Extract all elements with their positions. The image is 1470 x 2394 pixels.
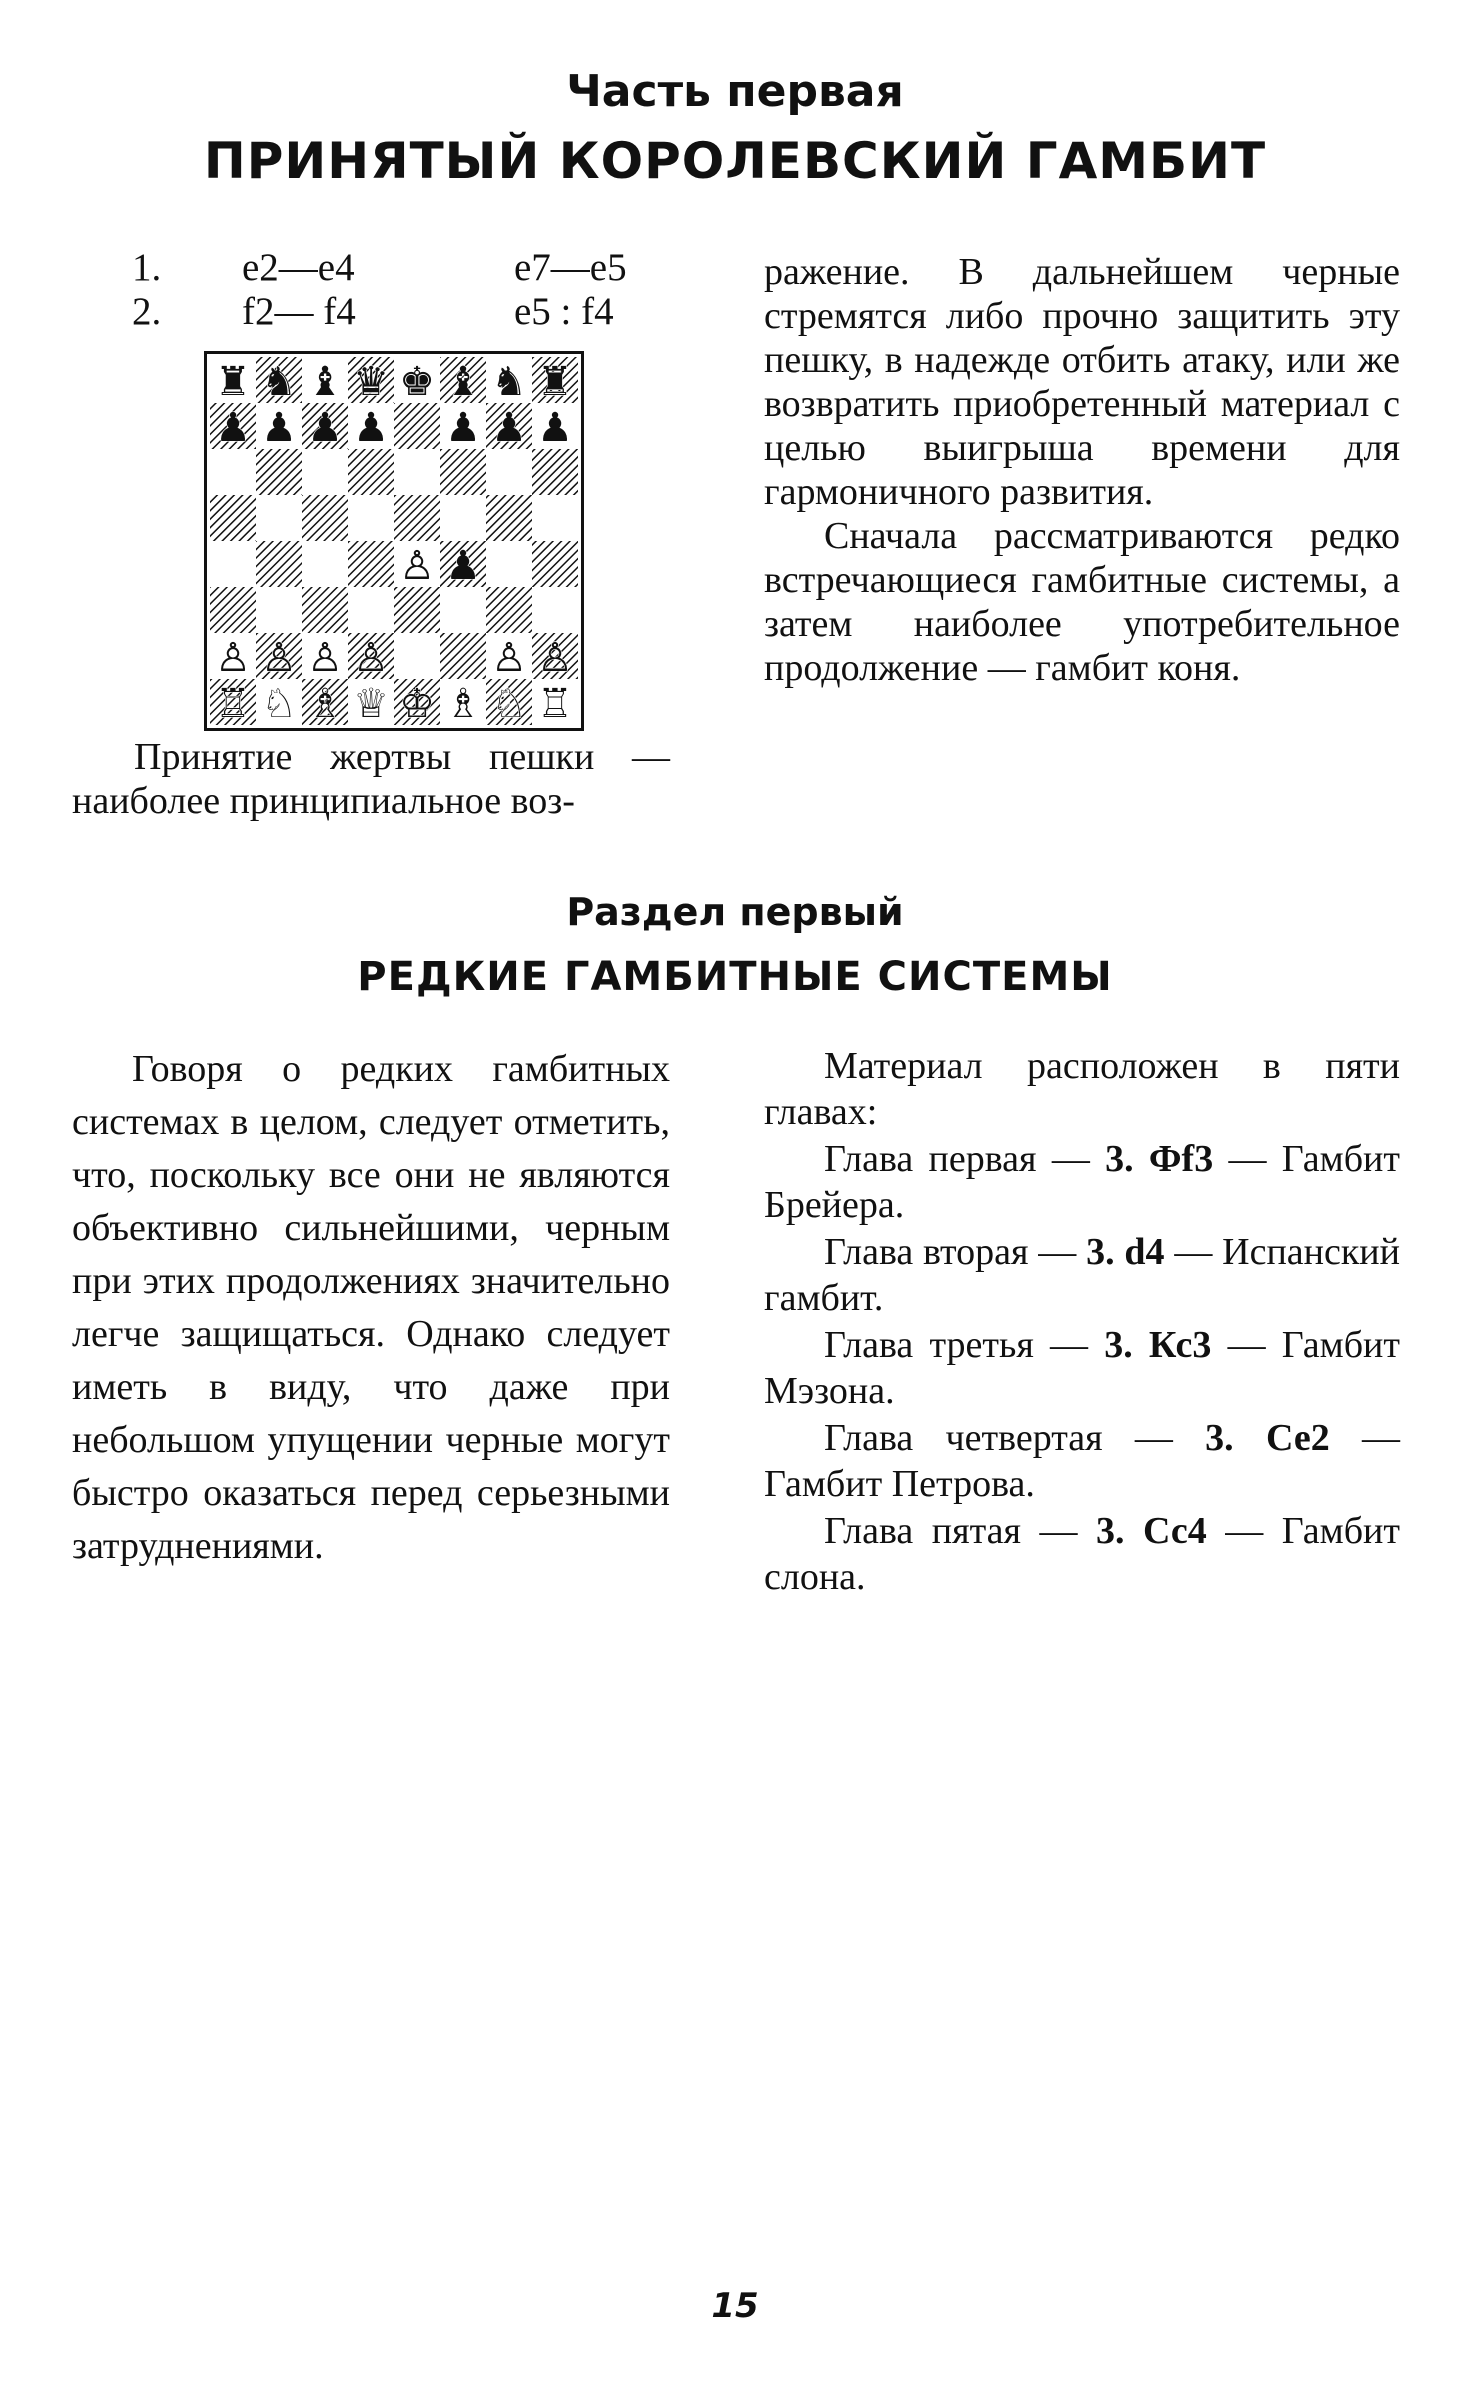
black-move: e5 : f4: [514, 290, 614, 333]
chapter-item: [764, 1136, 1400, 1228]
light-square: [210, 449, 256, 495]
part-subtitle: Часть первая: [566, 66, 904, 117]
dark-square: [348, 541, 394, 587]
light-square: [440, 495, 486, 541]
light-square: [486, 541, 532, 587]
chapter-name: — Гамбит Брейера.: [764, 1138, 1400, 1226]
diagram-caption: Принятие жертвы пешки — наиболее принципиальное воз-: [72, 736, 670, 822]
black-rook-icon: ♜: [215, 359, 251, 405]
chapter-label: Глава третья —: [824, 1324, 1105, 1366]
black-bishop-icon: ♝: [307, 359, 343, 405]
chapter-intro: Материал расположен в пяти главах:: [764, 1045, 1400, 1133]
chess-board: [210, 357, 578, 725]
dark-square: [532, 449, 578, 495]
light-square: [210, 541, 256, 587]
white-bishop-icon: ♗: [445, 681, 481, 725]
white-pawn-icon: ♙: [399, 543, 435, 589]
chapter-item: [764, 1415, 1400, 1507]
white-pawn-icon: ♙: [215, 635, 251, 681]
white-rook-icon: ♖: [537, 681, 573, 725]
dark-square: [302, 587, 348, 633]
black-pawn-icon: ♟: [353, 405, 389, 451]
black-pawn-icon: ♟: [491, 405, 527, 451]
light-square: [394, 633, 440, 679]
chapter-move: 3. Сс4: [1096, 1510, 1207, 1552]
black-pawn-icon: ♟: [445, 543, 481, 589]
chess-diagram: [204, 351, 584, 731]
chapter-item: [764, 1229, 1400, 1321]
dark-square: [256, 541, 302, 587]
dark-square: [394, 403, 440, 449]
move-number: 1.: [132, 246, 162, 289]
chapter-list: [764, 1043, 1400, 1601]
light-square: [532, 587, 578, 633]
black-knight-icon: ♞: [261, 359, 297, 405]
white-king-icon: ♔: [399, 681, 435, 725]
light-square: [302, 449, 348, 495]
white-pawn-icon: ♙: [537, 635, 573, 681]
chapter-move: 3. Се2: [1205, 1417, 1330, 1459]
chapter-name: — Гамбит Петрова.: [764, 1417, 1401, 1505]
white-pawn-icon: ♙: [491, 635, 527, 681]
white-pawn-icon: ♙: [307, 635, 343, 681]
dark-square: [394, 587, 440, 633]
light-square: [440, 587, 486, 633]
black-rook-icon: ♜: [537, 359, 573, 405]
chapter-name: — Гамбит слона.: [764, 1510, 1400, 1598]
opening-moves: [132, 246, 652, 334]
move-row: [132, 246, 652, 290]
white-pawn-icon: ♙: [353, 635, 389, 681]
black-pawn-icon: ♟: [445, 405, 481, 451]
chapter-name: — Испанский гамбит.: [764, 1231, 1400, 1319]
white-knight-icon: ♘: [491, 681, 527, 725]
white-move: f2— f4: [242, 290, 356, 333]
dark-square: [210, 587, 256, 633]
black-king-icon: ♚: [399, 359, 435, 405]
dark-square: [256, 449, 302, 495]
light-square: [348, 587, 394, 633]
chapter-label: Глава пятая —: [824, 1510, 1096, 1552]
dark-square: [394, 495, 440, 541]
section-subtitle: Раздел первый: [566, 890, 904, 934]
dark-square: [440, 449, 486, 495]
chapter-name: — Гамбит Мэзона.: [764, 1324, 1400, 1412]
chapter-item: [764, 1322, 1400, 1414]
dark-square: [302, 495, 348, 541]
white-pawn-icon: ♙: [261, 635, 297, 681]
intro-text-column: [764, 250, 1400, 690]
black-queen-icon: ♛: [353, 359, 389, 405]
black-pawn-icon: ♟: [261, 405, 297, 451]
black-knight-icon: ♞: [491, 359, 527, 405]
chapter-label: Глава первая —: [824, 1138, 1106, 1180]
light-square: [302, 541, 348, 587]
light-square: [532, 495, 578, 541]
black-pawn-icon: ♟: [537, 405, 573, 451]
chapter-label: Глава четвертая —: [824, 1417, 1206, 1459]
chapter-move: 3. Фf3: [1105, 1138, 1214, 1180]
black-pawn-icon: ♟: [215, 405, 251, 451]
dark-square: [486, 495, 532, 541]
dark-square: [532, 541, 578, 587]
black-move: e7—e5: [514, 246, 627, 289]
white-knight-icon: ♘: [261, 681, 297, 725]
white-bishop-icon: ♗: [307, 681, 343, 725]
dark-square: [486, 587, 532, 633]
chapter-item: [764, 1508, 1400, 1600]
move-number: 2.: [132, 290, 162, 333]
section-text-column: [72, 1043, 670, 1573]
white-rook-icon: ♖: [215, 681, 251, 725]
paragraph: ражение. В дальнейшем черные стремятся либо прочно защитить эту пешку, в надежде отбить атаку, или же возвратить приобретенный материал с целью выигрыша времени для гармоничного развития.: [764, 251, 1400, 513]
page-number: 15: [711, 2286, 759, 2326]
light-square: [486, 449, 532, 495]
part-title: ПРИНЯТЫЙ КОРОЛЕВСКИЙ ГАМБИТ: [203, 132, 1267, 190]
paragraph: Сначала рассматриваются редко встречающиеся гамбитные системы, а затем наиболее употребительное продолжение — гамбит коня.: [764, 515, 1400, 689]
dark-square: [348, 449, 394, 495]
white-move: e2—e4: [242, 246, 355, 289]
white-queen-icon: ♕: [353, 681, 389, 725]
light-square: [256, 587, 302, 633]
move-row: [132, 290, 652, 334]
black-pawn-icon: ♟: [307, 405, 343, 451]
paragraph: Говоря о редких гамбитных системах в целом, следует отметить, что, поскольку все они не являются объективно сильнейшими, черным при этих продолжениях значительно легче защищаться. Однако следует иметь в виду, что даже при небольшом упущении черные могут быстро оказаться перед серьезными затруднениями.: [72, 1048, 670, 1567]
light-square: [394, 449, 440, 495]
dark-square: [210, 495, 256, 541]
light-square: [348, 495, 394, 541]
section-title: РЕДКИЕ ГАМБИТНЫЕ СИСТЕМЫ: [357, 954, 1113, 1000]
black-bishop-icon: ♝: [445, 359, 481, 405]
light-square: [256, 495, 302, 541]
chapter-move: 3. Кс3: [1104, 1324, 1212, 1366]
chapter-move: 3. d4: [1086, 1231, 1165, 1273]
dark-square: [440, 633, 486, 679]
chapter-label: Глава вторая —: [824, 1231, 1087, 1273]
